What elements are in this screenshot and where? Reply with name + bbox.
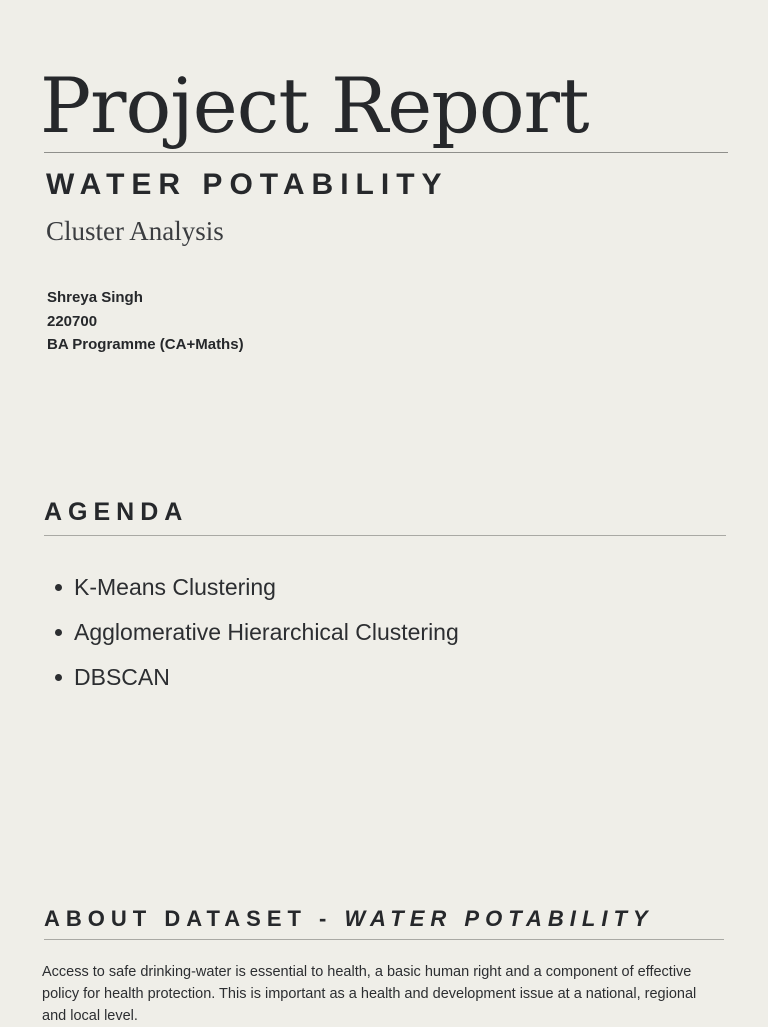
agenda-heading: AGENDA xyxy=(44,498,189,526)
agenda-item-label: DBSCAN xyxy=(74,664,170,690)
bullet-icon xyxy=(55,629,62,636)
page-title: Project Report xyxy=(40,61,589,150)
title-divider xyxy=(44,152,728,153)
agenda-item xyxy=(52,655,459,700)
agenda-item-label: K-Means Clustering xyxy=(74,574,276,600)
author-name: Shreya Singh xyxy=(47,289,143,306)
agenda-item xyxy=(52,610,459,655)
about-divider xyxy=(44,939,724,940)
about-dataset-text: Access to safe drinking-water is essential to health, a basic human right and a component of effective policy for health protection. This is important as a health and development issue at a national, regional and local level. xyxy=(42,964,697,1024)
report-subsubtitle: Cluster Analysis xyxy=(46,216,224,246)
agenda-item xyxy=(52,565,459,610)
about-heading-emphasis: WATER POTABILITY xyxy=(344,906,654,931)
author-programme: BA Programme (CA+Maths) xyxy=(47,336,244,353)
agenda-list xyxy=(52,565,459,700)
agenda-item-label: Agglomerative Hierarchical Clustering xyxy=(74,619,459,645)
agenda-divider xyxy=(44,535,726,536)
about-dataset-heading xyxy=(44,904,654,934)
author-roll-number: 220700 xyxy=(47,312,98,330)
about-heading-prefix: ABOUT DATASET - xyxy=(44,906,345,931)
report-subtitle: WATER POTABILITY xyxy=(46,168,449,201)
author-block xyxy=(47,286,244,357)
bullet-icon xyxy=(55,584,62,591)
bullet-icon xyxy=(55,674,62,681)
